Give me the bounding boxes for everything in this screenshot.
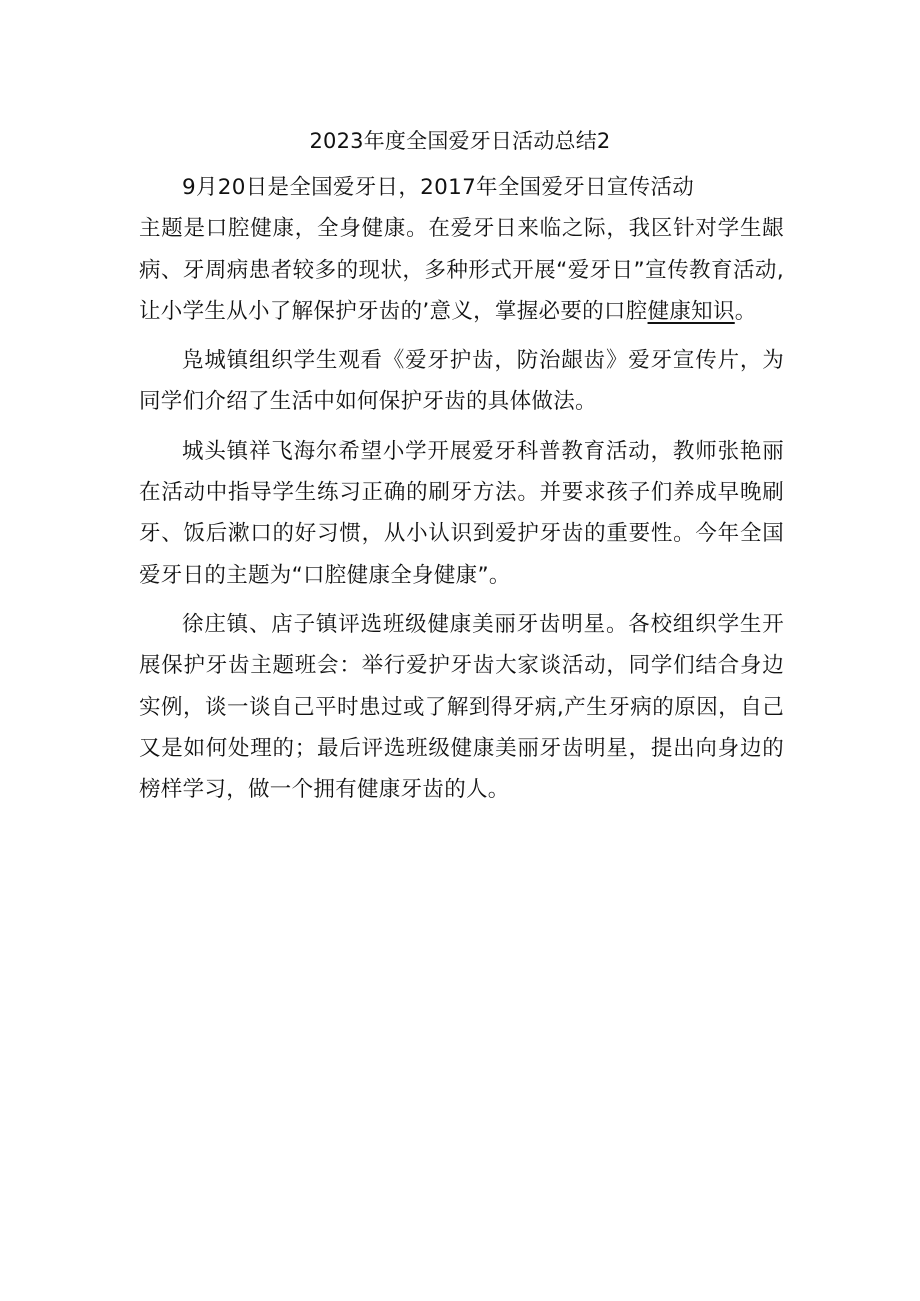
paragraph-1-lead: 9月20日是全国爱牙日，2017年全国爱牙日宣传活动 [182,175,695,200]
paragraph-1 [139,167,784,332]
paragraph-4: 徐庄镇、店子镇评选班级健康美丽牙齿明星。各校组织学生开展保护牙齿主题班会：举行爱护牙齿大家谈活动，同学们结合身边实例，谈一谈自己平时患过或了解到得牙病,产生牙病的原因，自己又是如何处理的；最后评选班级健康美丽牙齿明星，提出向身边的榜样学习，做一个拥有健康牙齿的人。 [139,611,784,803]
paragraph-2: 凫城镇组织学生观看《爱牙护齿，防治龈齿》爱牙宣传片，为同学们介绍了生活中如何保护牙齿的具体做法。 [139,348,784,415]
document-title: 2023年度全国爱牙日活动总结2 [309,129,611,153]
document-body [139,167,784,810]
health-knowledge-link[interactable]: 健康知识 [647,298,735,324]
paragraph-1-ending: 。 [734,298,757,324]
paragraph-3: 城头镇祥飞海尔希望小学开展爱牙科普教育活动，教师张艳丽在活动中指导学生练习正确的刷牙方法。并要求孩子们养成早晚刷牙、饭后漱口的好习惯，从小认识到爱护牙齿的重要性。今年全国爱牙日的主题为“口腔健康全身健康”。 [139,438,784,588]
paragraph-1-body: 主题是口腔健康，全身健康。在爱牙日来临之际，我区针对学生龈病、牙周病患者较多的现状，多种形式开展“爱牙日”宣传教育活动,让小学生从小了解保护牙齿的’意义，掌握必要的口腔 [139,216,784,324]
